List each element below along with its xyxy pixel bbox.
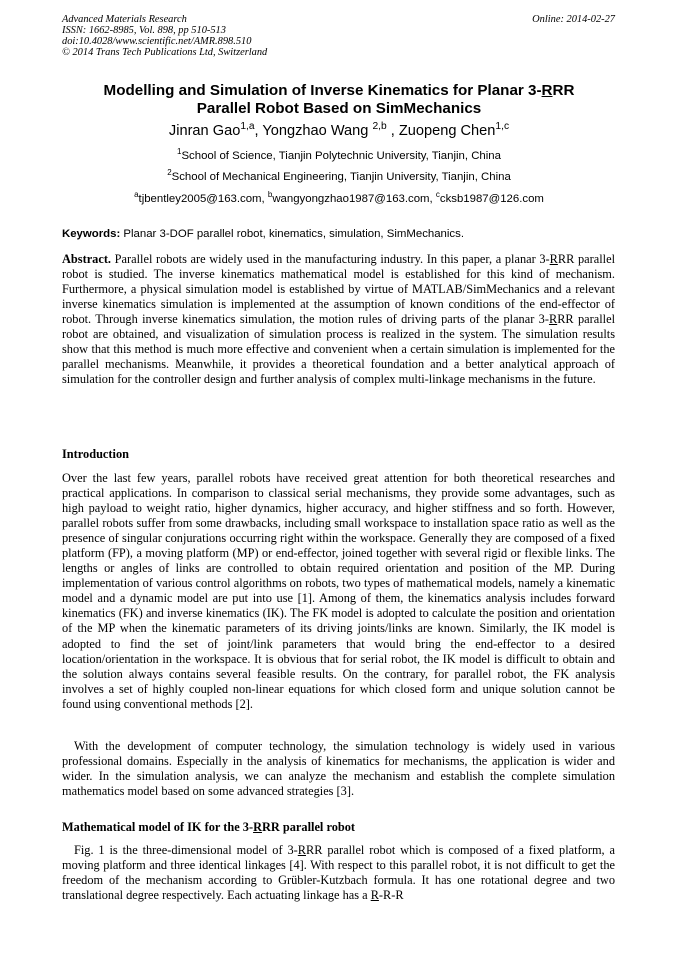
affiliation-sup: 2 [167,168,172,178]
affiliation-2 [62,170,616,184]
author-emails [62,192,616,206]
abstract-text: Parallel robots are widely used in the manufacturing industry. In this paper, a planar 3- [111,252,550,266]
email-sup: a [134,190,139,200]
affiliation-text: School of Mechanical Engineering, Tianjin University, Tianjin, China [171,171,511,183]
underlined-r: R [548,312,558,327]
author-name: , Zuopeng Chen [386,123,496,139]
title-underlined-r: R [541,82,553,99]
underlined-r: R [297,843,306,857]
paragraph-text: Fig. 1 is the three-dimensional model of 3- [74,843,298,857]
doi-line: doi:10.4028/www.scientific.net/AMR.898.510 [62,36,252,47]
math-section-paragraph [62,843,615,903]
heading-text: RR parallel robot [261,820,356,834]
underlined-r: R [549,252,558,266]
underlined-r: R [370,888,379,903]
author-sup: 1,c [495,121,510,133]
affiliation-text: School of Science, Tianjin Polytechnic University, Tianjin, China [181,150,501,162]
author-sup: 1,a [240,121,255,133]
copyright-line: © 2014 Trans Tech Publications Ltd, Switzerland [62,47,268,58]
email-link[interactable]: wangyongzhao1987@163.com, [272,193,436,205]
paper-title [62,82,616,118]
introduction-paragraph-1: Over the last few years, parallel robots have received great attention for both theoretical researches and practical applications. In comparison to classical serial mechanisms, they provide some advantages, such as high payload to weight ratio, higher dynamics, higher accuracy, and higher stiffness and so forth. However, parallel robots suffer from some drawbacks, including small workspace to installation space ratio as well as the presence of singular conjurations occurring right within the workspace. Generally they are composed of a fixed platform (FP), a moving platform (MP) or end-effector, joined together with several rigid or flexible links. The lengths or angles of links are controlled to obtain required orientation and position of the MP. During implementation of various control algorithms on robots, two types of mathematical models, namely a kinematic model and a dynamic model are put into use [1]. Among of them, the kinematics analysis includes forward kinematics (FK) and inverse kinematics (IK). The FK model is adopted to calculate the position and orientation of the MP when the kinematic parameters of its driving joints/links are known. Similarly, the IK model is adopted to find the set of joint/link parameters that would bring the end-effector to a desired location/orientation in the workspace. It is obvious that for serial robot, the IK model is difficult to obtain and the solution always contains several feasible results. On the contrary, for parallel robot, the FK analysis involves a set of highly coupled non-linear equations for which closed form and unique solution cannot be found using conventional methods [2]. [62,471,615,711]
journal-header [62,14,267,58]
affiliation-1 [62,149,616,163]
abstract-label: Abstract. [62,252,112,266]
heading-text: Mathematical model of IK for the 3- [62,820,254,834]
email-link[interactable]: tjbentley2005@163.com, [138,193,268,205]
abstract [62,252,615,387]
email-sup: c [435,190,440,200]
email-sup: b [267,190,273,200]
keywords-label: Keywords: [62,228,121,240]
keywords-text: Planar 3-DOF parallel robot, kinematics, simulation, SimMechanics. [120,228,464,240]
author-name: Jinran Gao [168,123,241,139]
paragraph-text: -R-R [378,888,404,903]
abstract-text: RR parallel robot are obtained, and visualization of simulation process is realized in the system. The simulation results show that this method is much more effective and convenient when a certain simulation is implemented for the parallel mechanisms. Meanwhile, it provides a theoretical foundation and a better analytical approach of simulation for the controller design and further analysis of complex multi-linkage mechanisms in the future. [62,312,615,387]
abstract-text: RR parallel robot is studied. The inverse kinematics mathematical model is established for this kind of mechanism. Furthermore, a physical simulation model is established by virtue of MATLAB/SimMechanics and a relevant inverse kinematics simulation is implemented at the assumption of known conditions of the end-effector of robot. Through inverse kinematics simulation, the motion rules of driving parts of the planar 3- [62,252,616,327]
title-text: RR [552,82,575,99]
author-list [62,121,616,141]
issn-line: ISSN: 1662-8985, Vol. 898, pp 510-513 [62,25,226,36]
affiliation-sup: 1 [177,147,182,157]
underlined-r: R [253,820,262,834]
author-name: , Yongzhao Wang [254,123,373,139]
introduction-heading: Introduction [62,447,129,461]
journal-name: Advanced Materials Research [62,14,187,25]
math-section-heading [62,820,615,835]
email-link[interactable]: cksb1987@126.com [439,193,544,205]
keywords [62,227,616,241]
introduction-paragraph-2: With the development of computer technology, the simulation technology is widely used in various professional domains. Especially in the analysis of kinematics for mechanisms, the application is wider and wider. In the simulation analysis, we can analyze the mechanism and establish the complete simulation mathematics model based on some advanced strategies [3]. [62,739,615,799]
title-text: Modelling and Simulation of Inverse Kinematics for Planar 3- [103,82,542,99]
title-line-2: Parallel Robot Based on SimMechanics [196,100,482,117]
title-line-1 [62,82,616,100]
paragraph-text: RR parallel robot which is composed of a fixed platform, a moving platform and three identical linkages [4]. With respect to this parallel robot, it is not difficult to get the freedom of the mechanism according to Grübler-Kutzbach formula. It has one rotational degree and two translational degree respectively. Each actuating linkage has a [62,843,615,903]
online-date: Online: 2014-02-27 [532,14,615,25]
author-sup: 2,b [372,121,387,133]
